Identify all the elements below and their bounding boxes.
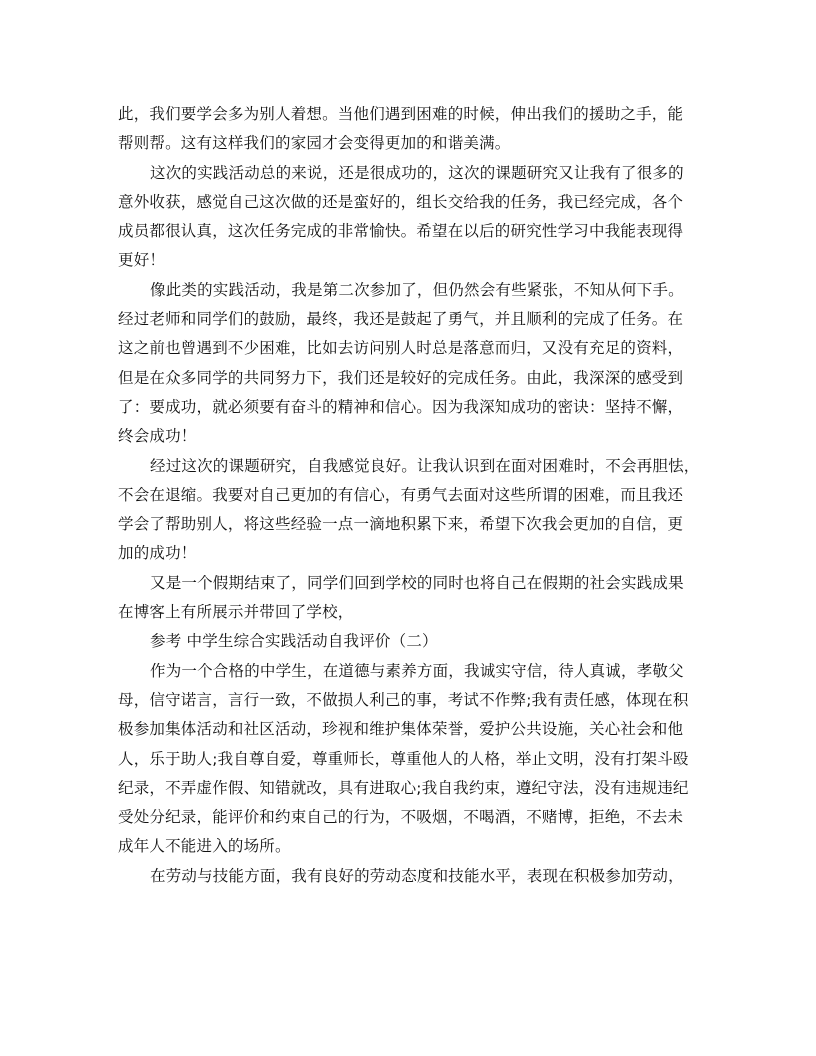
text-line: 像此类的实践活动，我是第二次参加了，但仍然会有些紧张，不知从何下手。 (150, 280, 684, 299)
text-line: 在劳动与技能方面，我有良好的劳动态度和技能水平，表现在积极参加劳动， (150, 866, 684, 885)
text-line: 在博客上有所展示并带回了学校， (118, 603, 354, 622)
text-line: 不会在退缩。我要对自己更加的有信心，有勇气去面对这些所谓的困难，而且我还 (118, 485, 684, 504)
text-line: 成年人不能进入的场所。 (118, 837, 291, 856)
text-line: 了：要成功，就必须要有奋斗的精神和信心。因为我深知成功的密诀：坚持不懈， (118, 397, 684, 416)
text-line: 纪录，不弄虚作假、知错就改，具有进取心;我自我约束，遵纪守法，没有违规违纪 (118, 778, 689, 797)
text-line: 人，乐于助人;我自尊自爱，尊重师长，尊重他人的人格，举止文明，没有打架斗殴 (118, 749, 689, 768)
text-line: 作为一个合格的中学生，在道德与素养方面，我诚实守信，待人真诚，孝敬父 (150, 661, 684, 680)
text-line: 经过这次的课题研究，自我感觉良好。让我认识到在面对困难时，不会再胆怯， (150, 456, 700, 475)
text-line: 极参加集体活动和社区活动，珍视和维护集体荣誉，爱护公共设施，关心社会和他 (118, 720, 684, 739)
text-line: 但是在众多同学的共同努力下，我们还是较好的完成任务。由此，我深深的感受到 (118, 368, 684, 387)
text-line: 帮则帮。这有这样我们的家园才会变得更加的和谐美满。 (118, 134, 511, 153)
text-line: 意外收获，感觉自己这次做的还是蛮好的，组长交给我的任务，我已经完成，各个 (118, 192, 684, 211)
document-page (118, 100, 700, 891)
text-line: 终会成功！ (118, 427, 197, 446)
text-line: 成员都很认真，这次任务完成的非常愉快。希望在以后的研究性学习中我能表现得 (118, 222, 684, 241)
text-line: 受处分纪录，能评价和约束自己的行为，不吸烟，不喝酒，不赌博，拒绝，不去未 (118, 808, 684, 827)
text-line: 这之前也曾遇到不少困难，比如去访问别人时总是落意而归，又没有充足的资料， (118, 339, 684, 358)
text-line: 参考 中学生综合实践活动自我评价（二） (150, 632, 438, 651)
text-line: 此，我们要学会多为别人着想。当他们遇到困难的时候，伸出我们的援助之手，能 (118, 105, 684, 123)
text-line: 母，信守诺言，言行一致，不做损人利己的事，考试不作弊;我有责任感，体现在积 (118, 690, 689, 709)
text-line: 更好！ (118, 251, 166, 270)
text-line: 经过老师和同学们的鼓励，最终，我还是鼓起了勇气，并且顺利的完成了任务。在 (118, 310, 684, 329)
text-line: 又是一个假期结束了，同学们回到学校的同时也将自己在假期的社会实践成果 (150, 573, 684, 592)
text-line: 学会了帮助别人，将这些经验一点一滴地积累下来，希望下次我会更加的自信，更 (118, 515, 684, 534)
text-line: 这次的实践活动总的来说，还是很成功的，这次的课题研究又让我有了很多的 (150, 163, 684, 182)
text-line: 加的成功！ (118, 544, 197, 563)
